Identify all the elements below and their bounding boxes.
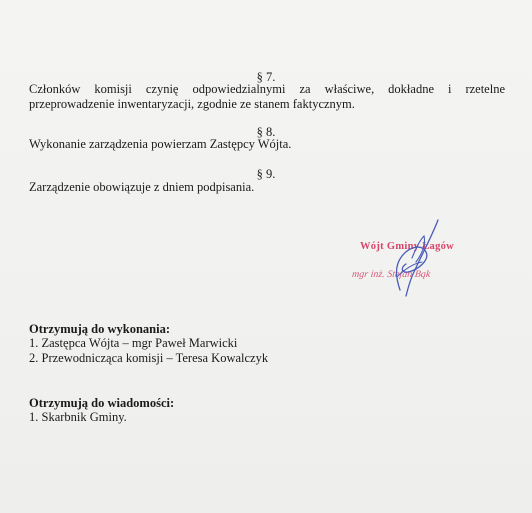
stamp-title: Wójt Gminy Łagów xyxy=(360,241,455,252)
info-list xyxy=(29,410,127,425)
section-8-text: Wykonanie zarządzenia powierzam Zastępcy Wójta. xyxy=(29,137,292,151)
section-mark-8: § 8. xyxy=(256,125,276,139)
info-item: 1. Skarbnik Gminy. xyxy=(29,410,127,424)
section-mark-9: § 9. xyxy=(256,167,276,181)
section-7-text xyxy=(29,82,505,112)
handwritten-signature xyxy=(352,218,482,298)
section-7-line-1: Członków komisji czynię odpowiedzialnymi za właściwe, dokładne i rzetelne xyxy=(29,82,505,96)
execution-item: 2. Przewodnicząca komisji – Teresa Kowalczyk xyxy=(29,350,269,365)
execution-heading: Otrzymują do wykonania: xyxy=(29,322,170,336)
info-heading: Otrzymują do wiadomości: xyxy=(29,396,175,410)
execution-item: 1. Zastępca Wójta – mgr Paweł Marwicki xyxy=(29,336,238,350)
section-mark-7: § 7. xyxy=(256,70,276,84)
stamp-name: mgr inż. Stefan Bąk xyxy=(351,269,431,280)
official-stamp xyxy=(352,218,482,298)
section-9-text: Zarządzenie obowiązuje z dniem podpisania. xyxy=(29,180,255,194)
execution-list xyxy=(29,336,268,365)
section-7-line-2: przeprowadzenie inwentaryzacji, zgodnie ze stanem faktycznym. xyxy=(29,97,355,111)
